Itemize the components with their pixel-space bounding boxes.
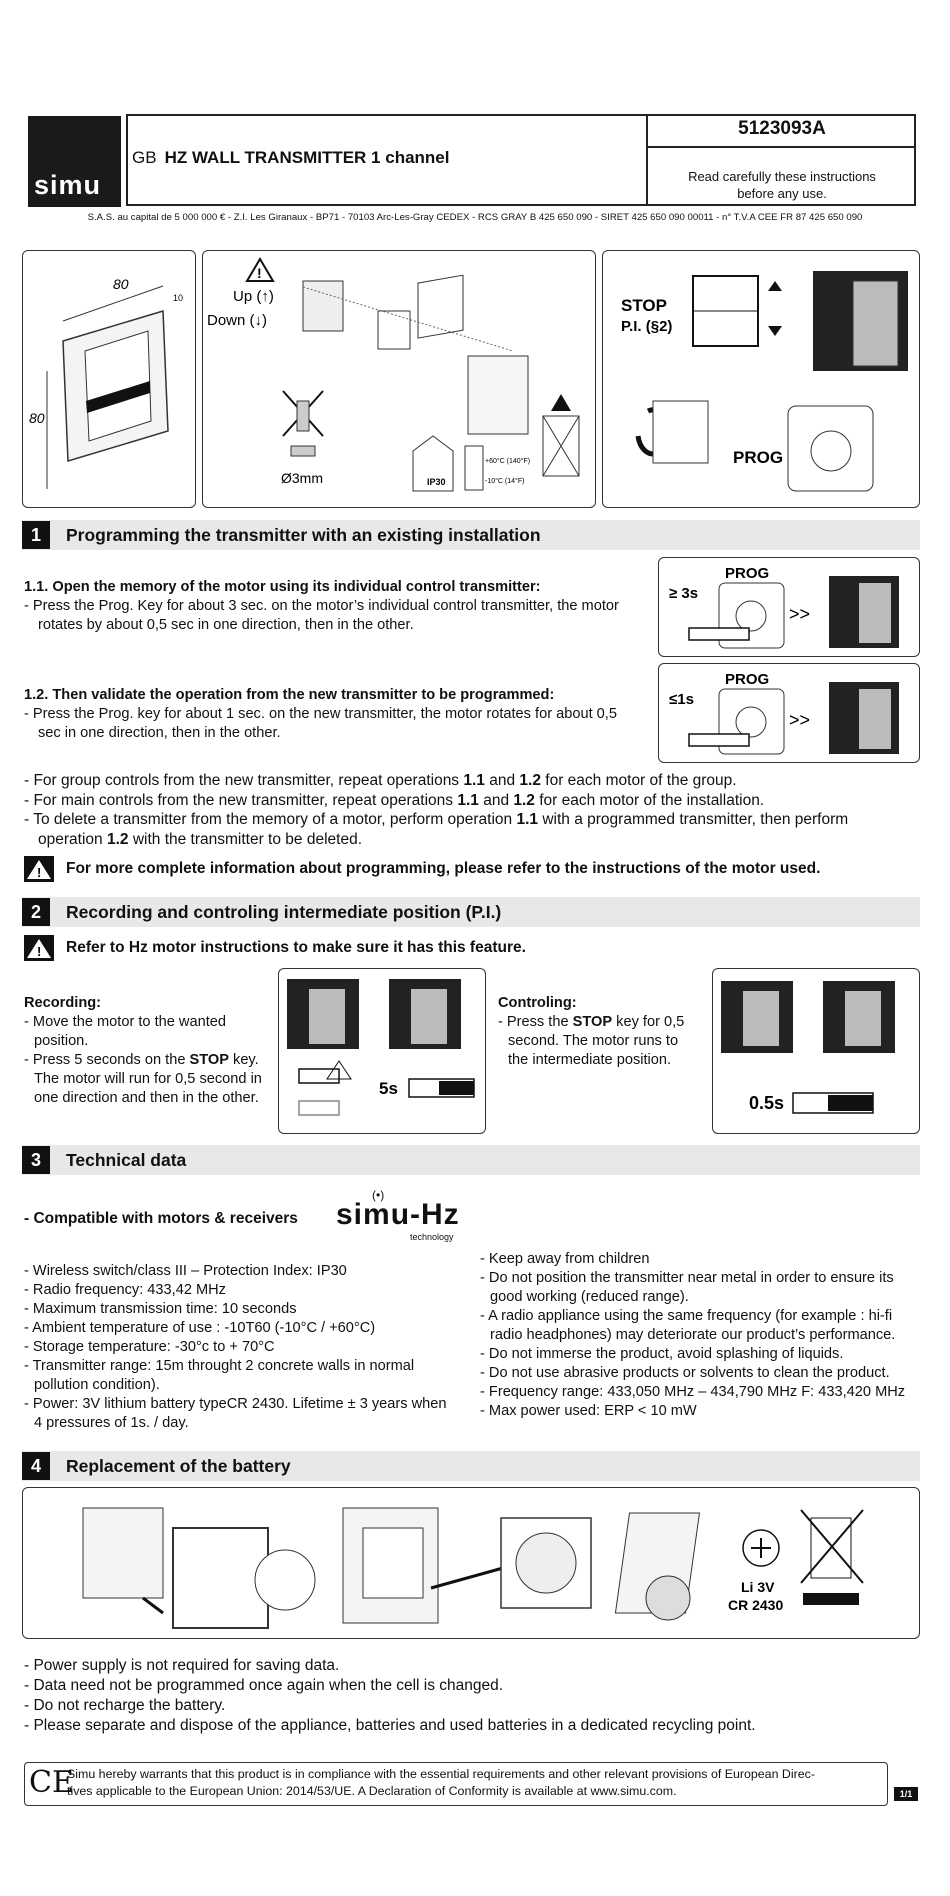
section-title: Technical data <box>66 1150 187 1170</box>
svg-text:≤1s: ≤1s <box>669 691 694 708</box>
figure-prog-1s <box>658 663 920 763</box>
ce-mark: CE <box>29 1765 74 1800</box>
figure-battery <box>22 1487 920 1639</box>
svg-text:CR 2430: CR 2430 <box>728 1597 784 1613</box>
svg-text:5s: 5s <box>379 1079 398 1098</box>
section-1-notes: - For group controls from the new transmitter, repeat operations 1.1 and 1.2 for each motor of the group. - For main controls from the new transmitter, repeat operations 1.1 and 1.2 for each motor of the installation. - To delete a transmitter from the memory of a motor, perform operation 1.1 with a programmed transmitter, then perform operation 1.2 with the transmitter to be deleted. <box>24 771 924 849</box>
section-1-header <box>22 520 920 550</box>
stop-prog-drawing <box>603 251 919 507</box>
svg-text:0.5s: 0.5s <box>749 1093 785 1113</box>
svg-text:Li 3V: Li 3V <box>741 1579 775 1595</box>
warning-icon <box>24 935 54 961</box>
battery-notes: - Power supply is not required for saving data. - Data need not be programmed once again when the cell is changed. - Do not recharge the battery. - Please separate and dispose of the appliance, batteries and used batteries in a dedicated recycling point. <box>24 1657 756 1734</box>
svg-text:≥ 3s: ≥ 3s <box>669 585 699 602</box>
svg-text:!: ! <box>257 265 262 281</box>
section-number: 3 <box>22 1146 50 1174</box>
header-divider-h <box>646 146 916 148</box>
note-delete: - To delete a transmitter from the memory of a motor, perform operation 1.1 with a programmed transmitter, then perform <box>24 811 849 828</box>
figure-dimensions <box>22 250 196 508</box>
section-title: Recording and controling intermediate position (P.I.) <box>66 902 502 922</box>
figure-recording <box>278 968 486 1134</box>
recording-text: Recording: - Move the motor to the wanted position. - Press 5 seconds on the STOP key. The motor will run for 0,5 second in one direction and then in the other. <box>24 995 262 1106</box>
section-title: Programming the transmitter with an existing installation <box>66 525 541 545</box>
tech-left-list: - Wireless switch/class III – Protection Index: IP30 - Radio frequency: 433,42 MHz - Maximum transmission time: 10 seconds - Ambient temperature of use : -10T60 (-10°C / +60°C) - Storage temperature: -30°c to + 70°C - Transmitter range: 15m throught 2 concrete walls in normal pollution condition). - Power: 3V lithium battery typeCR 2430. Lifetime ± 3 years when 4 pressures of 1s. / day. <box>24 1263 447 1431</box>
recording-drawing <box>279 969 485 1133</box>
doc-code: 5123093A <box>738 118 826 139</box>
svg-text:80: 80 <box>29 410 45 426</box>
figure-mounting <box>202 250 596 508</box>
figure-stop-prog <box>602 250 920 508</box>
svg-text:Down (↓): Down (↓) <box>207 312 268 329</box>
section-number: 2 <box>22 898 50 926</box>
svg-text:Ø3mm: Ø3mm <box>281 470 323 486</box>
mounting-drawing <box>203 251 595 507</box>
section-3-header <box>22 1145 920 1175</box>
svg-text:IP30: IP30 <box>427 477 446 487</box>
conformity-text: Simu hereby warrants that this product is in compliance with the essential requirements and other relevant provisions of European Direc- tives applicable to the European Union: 2014/53/UE. A Declaration of Conformity is available at www.simu.com. <box>67 1767 815 1798</box>
prog-1s-drawing <box>659 664 919 762</box>
compat-line: - Compatible with motors & receivers <box>24 1210 298 1227</box>
section-title: Replacement of the battery <box>66 1456 291 1476</box>
tech-right-list: - Keep away from children - Do not position the transmitter near metal in order to ensure its good working (reduced range). - A radio appliance using the same frequency (for example : hi-fi radio headphones) may deteriorate our product’s performance. - Do not immerse the product, avoid splashing of liquids. - Do not use abrasive products or solvents to clean the product. - Frequency range: 433,050 MHz – 434,790 MHz F: 433,420 MHz - Max power used: ERP < 10 mW <box>480 1251 906 1419</box>
svg-text:-10°C (14°F): -10°C (14°F) <box>485 478 525 485</box>
svg-text:PROG: PROG <box>725 565 770 582</box>
prog-3s-drawing <box>659 558 919 656</box>
svg-text:Up (↑): Up (↑) <box>233 288 274 305</box>
company-line: S.A.S. au capital de 5 000 000 € - Z.I. Les Giranaux - BP71 - 70103 Arc-Les-Gray CEDEX - RCS GRAY B 425 650 090 - SIRET 425 650 090 00011 - n° T.V.A CEE FR 87 425 650 090 <box>87 212 863 223</box>
section-2-header <box>22 897 920 927</box>
warning-icon <box>24 856 54 882</box>
svg-text:>>: >> <box>789 710 811 730</box>
figure-prog-3s <box>658 557 920 657</box>
battery-replacement-drawing <box>23 1488 919 1638</box>
svg-text:PROG: PROG <box>733 448 784 467</box>
svg-text:!: ! <box>37 944 42 959</box>
svg-text:+60°C (140°F): +60°C (140°F) <box>485 458 531 465</box>
svg-text:10: 10 <box>173 293 184 303</box>
step-1-1: 1.1. Open the memory of the motor using its individual control transmitter: - Press the Prog. Key for about 3 sec. on the motor’s individual control transmitter, the motor rotates by about 0,5 sec in one direction, then in the other. <box>24 579 619 633</box>
page-number: 1/1 <box>894 1787 918 1801</box>
svg-text:PROG: PROG <box>725 671 770 688</box>
svg-text:!: ! <box>37 865 42 880</box>
svg-text:>>: >> <box>789 604 811 624</box>
svg-text:P.I. (§2): P.I. (§2) <box>621 318 673 335</box>
svg-text:80: 80 <box>113 276 129 292</box>
controling-text: Controling: - Press the STOP key for 0,5 second. The motor runs to the intermediate position. <box>498 995 685 1068</box>
figure-controling <box>712 968 920 1134</box>
conformity-box <box>24 1762 888 1806</box>
read-note: Read carefully these instructions before any use. <box>688 169 876 201</box>
section-number: 4 <box>22 1452 50 1480</box>
controling-drawing <box>713 969 919 1133</box>
section-4-header <box>22 1451 920 1481</box>
radio-waves-icon: (•) <box>372 1188 385 1202</box>
page-title: GB HZ WALL TRANSMITTER 1 channel <box>132 148 450 167</box>
transmitter-dimension-drawing <box>23 251 195 507</box>
section-number: 1 <box>22 521 50 549</box>
step-1-2: 1.2. Then validate the operation from the new transmitter to be programmed: - Press the Prog. key for about 1 sec. on the new transmitter, the motor rotates for about 0,5 sec in one direction, then in the other. <box>24 687 617 741</box>
note-group: - For group controls from the new transmitter, repeat operations 1.1 and 1.2 for each motor of the group. <box>24 772 737 789</box>
simu-logo: simu <box>28 116 121 207</box>
svg-text:STOP: STOP <box>621 296 667 315</box>
note-main: - For main controls from the new transmitter, repeat operations 1.1 and 1.2 for each motor of the installation. <box>24 791 765 809</box>
